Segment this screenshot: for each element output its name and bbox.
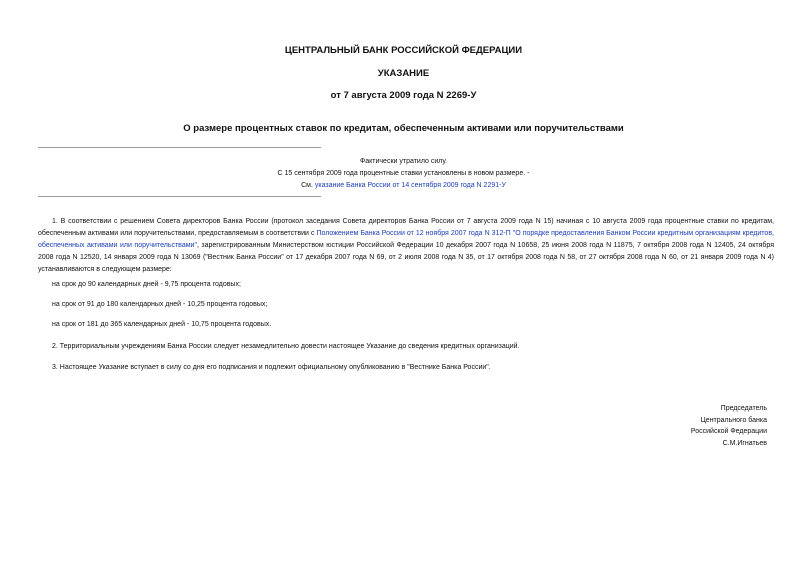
notice-bottom-rule <box>38 196 321 197</box>
document-type: УКАЗАНИЕ <box>377 68 430 79</box>
signature-country: Российской Федерации <box>690 428 767 435</box>
paragraph-1-text-b: , зарегистрированным Министерством юстиции Российской Федерации 10 декабря 2007 года N 10658, 25 июня 2008 года N 11875, 7 октября 2008 года N 12405, 24 октября 2008 года N 12520, 14 января 2009 года N 13069 ("Вестник Банка России" от 17 декабря 2007 года N 69, от 2 июля 2008 года N 35, от 17 октября 2008 года N 58, от 27 октября 2008 года N 60, от 21 января 2009 года N 4) устанавливаются в следующем размере: <box>38 242 774 273</box>
signature-organization: Центрального банка <box>700 416 767 424</box>
issuer-title: ЦЕНТРАЛЬНЫЙ БАНК РОССИЙСКОЙ ФЕДЕРАЦИИ <box>284 45 523 56</box>
signature-name: С.М.Игнатьев <box>722 439 767 447</box>
signature-position: Председатель <box>720 405 767 412</box>
rate-item-91-180-days: на срок от 91 до 180 календарных дней - 10,25 процента годовых; <box>52 301 268 308</box>
notice-line-1: Фактически утратило силу. <box>359 158 448 165</box>
notice-line-2: С 15 сентября 2009 года процентные ставки установлены в новом размере. - <box>277 170 530 177</box>
document-date-number: от 7 августа 2009 года N 2269-У <box>330 90 477 101</box>
paragraph-1-text-a: 1. В соответствии с решением Совета директоров Банка России (протокол заседания Совета директоров Банка России от 7 августа 2009 года N 15) начиная с 10 августа 2009 года процентные ставки по кредитам, обеспеченным активами или поручительствами, предоставляемым в соответствии с <box>38 218 774 237</box>
rate-item-181-365-days: на срок от 181 до 365 календарных дней - 10,75 процента годовых. <box>52 321 272 328</box>
notice-see-prefix: См. <box>301 182 315 189</box>
notice-top-rule <box>38 147 321 148</box>
paragraph-1 <box>38 216 774 276</box>
link-ukazanie-2291[interactable]: указание Банка России от 14 сентября 2009 года N 2291-У <box>314 182 506 189</box>
paragraph-3: 3. Настоящее Указание вступает в силу со дня его подписания и подлежит официальному опубликованию в "Вестнике Банка России". <box>52 364 491 371</box>
rate-item-90-days: на срок до 90 календарных дней - 9,75 процента годовых; <box>52 281 241 288</box>
paragraph-2: 2. Территориальным учреждениям Банка России следует незамедлительно довести настоящее Указание до сведения кредитных организаций. <box>52 343 520 350</box>
document-subject: О размере процентных ставок по кредитам, обеспеченным активами или поручительствами <box>183 123 624 134</box>
link-polozhenie-312p[interactable]: Положением Банка России от 12 ноября 2007 года N 312-П "О порядке предоставления Банком России кредитным организациям кредитов, обеспеченных активами или поручительствами" <box>38 230 774 249</box>
notice-line-3 <box>0 180 807 192</box>
